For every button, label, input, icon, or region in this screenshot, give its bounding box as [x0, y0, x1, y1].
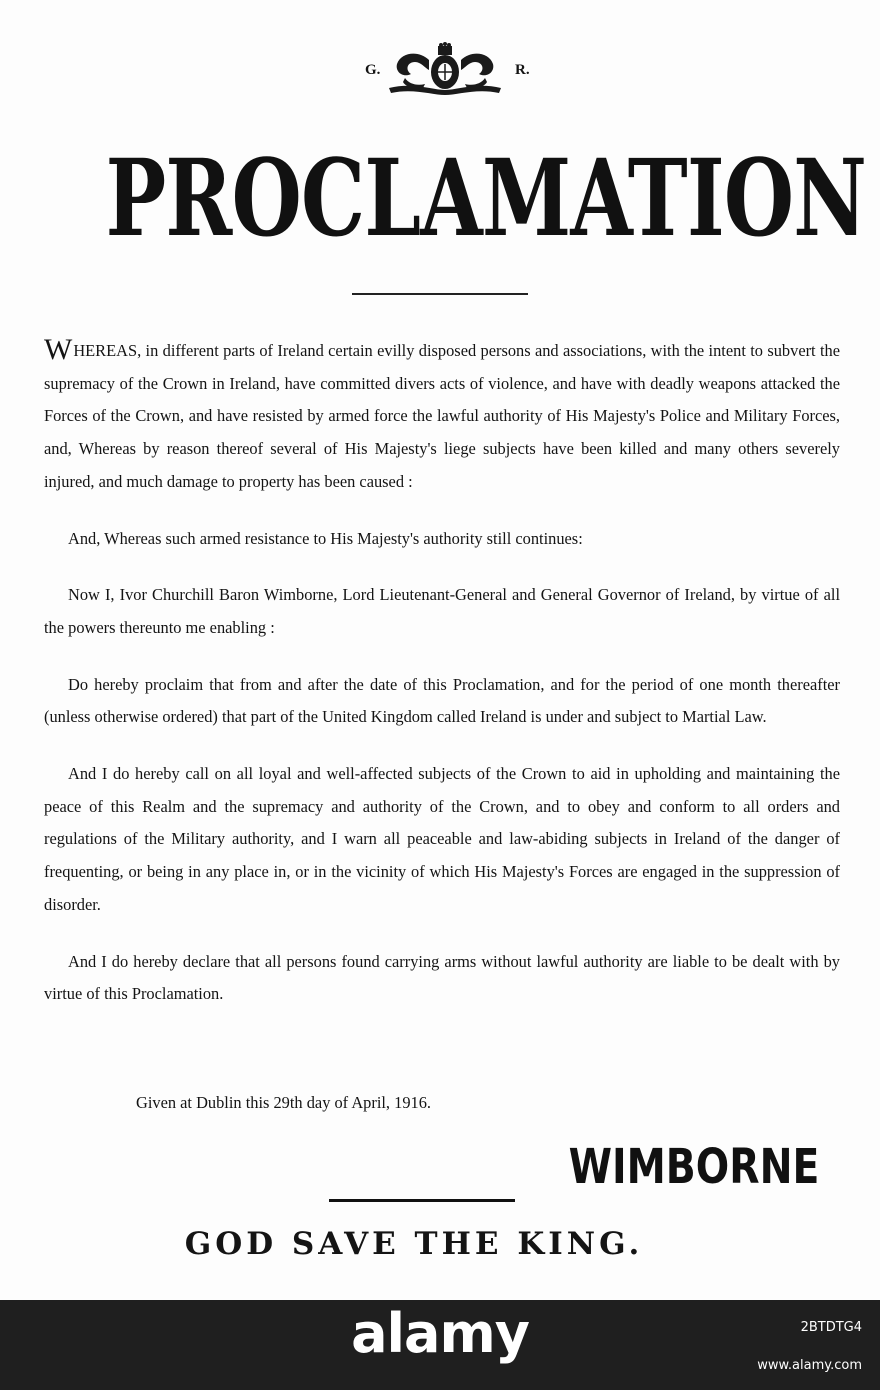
signature: WIMBORNE — [568, 1139, 820, 1195]
watermark-brand: alamy — [351, 1302, 529, 1365]
signature-line — [329, 1199, 515, 1202]
given-date-line: Given at Dublin this 29th day of April, 1916. — [136, 1093, 432, 1112]
crest-letter-r: R. — [515, 62, 530, 78]
paragraph-call-to-subjects: And I do hereby call on all loyal and well-affected subjects of the Crown to aid in upholding and maintaining the peace of this Realm and the supremacy and authority of the Crown, and to obey and conform to all orders and regulations of the Military authority, and I warn all peaceable and law-abiding subjects in Ireland of the danger of frequenting, or being in any place in, or in the vicinity of which His Majesty's Forces are engaged in the suppression of disorder. — [44, 764, 840, 914]
closing-line: GOD SAVE THE KING. — [184, 1226, 644, 1262]
title-divider — [352, 293, 528, 295]
paragraph-arms-declaration: And I do hereby declare that all persons found carrying arms without lawful authority are liable to be dealt with by virtue of this Proclamation. — [44, 951, 840, 1004]
page-title: PROCLAMATION — [105, 135, 867, 260]
royal-crest-icon — [383, 42, 508, 98]
dropcap: W — [44, 333, 73, 366]
watermark-url: www.alamy.com — [757, 1358, 862, 1373]
proclamation-body — [44, 335, 840, 1011]
paragraph-martial-law: Do hereby proclaim that from and after the date of this Proclamation, and for the period of one month thereafter (unless otherwise ordered) that part of the United Kingdom called Ireland is under and subject to Martial Law. — [44, 674, 840, 727]
paragraph-resistance: And, Whereas such armed resistance to His Majesty's authority still continues: — [68, 528, 583, 548]
paragraph-authority: Now I, Ivor Churchill Baron Wimborne, Lord Lieutenant-General and General Governor of Ireland, by virtue of all the powers thereunto me enabling : — [44, 585, 840, 637]
watermark-image-id: 2BTDTG4 — [800, 1320, 862, 1335]
crest-row — [0, 42, 880, 98]
crest-letter-g: G. — [365, 62, 381, 78]
paragraph-whereas — [44, 335, 840, 499]
paragraph-whereas-text: HEREAS, in different parts of Ireland certain evilly disposed persons and associations, with the intent to subvert the supremacy of the Crown in Ireland, have committed divers acts of violence, and have with deadly weapons attacked the Forces of the Crown, and have resisted by armed force the lawful authority of His Majesty's Police and Military Forces, and, Whereas by reason thereof several of His Majesty's liege subjects have been killed and many others severely injured, and much damage to property has been caused : — [44, 341, 840, 491]
